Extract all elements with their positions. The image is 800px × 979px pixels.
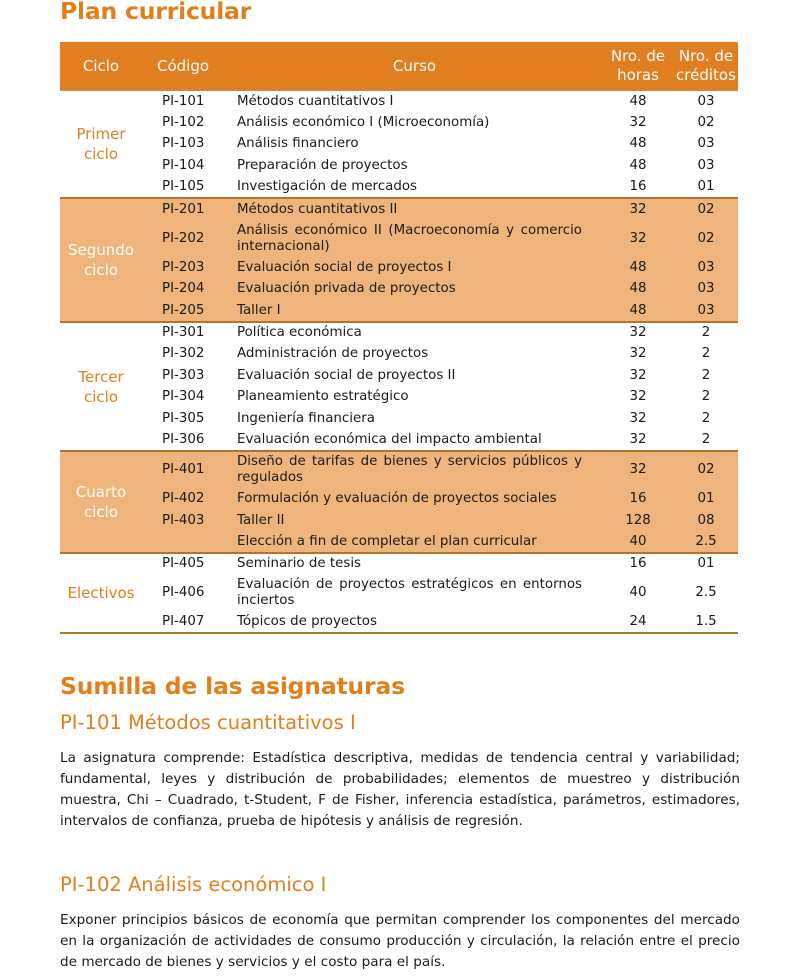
course-hours: 48 [629, 136, 647, 152]
course-credits: 02 [674, 198, 738, 220]
course-code: PI-402 [142, 488, 227, 510]
course-name: Evaluación social de proyectos II [237, 367, 456, 383]
course-credits: 08 [674, 510, 738, 532]
course-name: Tópicos de proyectos [227, 612, 602, 634]
course-credits: 03 [697, 136, 715, 152]
course-code: PI-304 [162, 389, 205, 405]
course-credits: 2 [701, 411, 711, 427]
course-hours: 48 [602, 257, 674, 279]
course-code [142, 532, 227, 554]
course-hours: 32 [602, 198, 674, 220]
header-ciclo: Ciclo [60, 42, 142, 91]
course-hours: 16 [602, 488, 674, 510]
course-name: Investigación de mercados [227, 177, 602, 199]
table-row [60, 451, 738, 488]
course-credits: 2 [701, 346, 711, 362]
sumilla-heading: Sumilla de las asignaturas [60, 672, 405, 700]
table-header-row [60, 42, 738, 91]
course-name: Métodos cuantitativos II [227, 198, 602, 220]
table-row [60, 155, 738, 177]
table-row [60, 177, 738, 199]
course-code: PI-301 [142, 322, 227, 344]
course-hours: 32 [629, 389, 647, 405]
course-name: Análisis económico I (Microeconomía) [237, 114, 490, 130]
course-code: PI-205 [142, 300, 227, 322]
course-credits: 03 [697, 158, 715, 174]
table-row [60, 510, 738, 532]
course-hours: 32 [629, 114, 647, 130]
course-hours: 40 [629, 585, 647, 601]
course-credits: 03 [674, 257, 738, 279]
table-row [60, 612, 738, 634]
course-hours: 16 [602, 177, 674, 199]
course-code: PI-204 [142, 279, 227, 301]
course-name: Elección a fin de completar el plan curricular [227, 532, 602, 554]
table-row [60, 112, 738, 134]
course-name: Análisis financiero [237, 136, 359, 152]
course-code: PI-302 [162, 346, 205, 362]
table-row [60, 488, 738, 510]
course-credits: 01 [674, 488, 738, 510]
table-row [60, 91, 738, 113]
course-name: Evaluación económica del impacto ambiental [227, 430, 602, 452]
course-credits: 03 [674, 91, 738, 113]
table-row [60, 257, 738, 279]
course-credits: 2 [701, 367, 711, 383]
course-hours: 40 [602, 532, 674, 554]
course-name: Formulación y evaluación de proyectos sociales [227, 488, 602, 510]
course-code: PI-303 [162, 367, 205, 383]
course-code: PI-104 [162, 158, 205, 174]
course-hours: 32 [629, 367, 647, 383]
table-row [60, 553, 738, 575]
table-row [60, 430, 738, 452]
course-code: PI-101 [142, 91, 227, 113]
course-name: Métodos cuantitativos I [227, 91, 602, 113]
sumilla-item-title: PI-101 Métodos cuantitativos I [60, 711, 356, 734]
course-credits: 2.5 [695, 585, 717, 601]
table-row [60, 220, 738, 257]
ciclo-label: Tercer ciclo [60, 322, 142, 452]
table-row [60, 365, 738, 387]
ciclo-label: Segundo ciclo [60, 198, 142, 321]
table-row [60, 575, 738, 612]
ciclo-label: Electivos [60, 553, 142, 633]
course-credits: 2 [674, 430, 738, 452]
course-code: PI-201 [142, 198, 227, 220]
table-row [60, 408, 738, 430]
course-name: Análisis económico II (Macroeconomía y comercio internacional) [227, 220, 602, 257]
course-name: Taller II [227, 510, 602, 532]
course-code: PI-306 [142, 430, 227, 452]
course-hours: 16 [602, 553, 674, 575]
course-code: PI-406 [162, 585, 205, 601]
course-code: PI-203 [142, 257, 227, 279]
ciclo-label: Cuarto ciclo [60, 451, 142, 553]
table-row [60, 343, 738, 365]
course-hours: 48 [602, 91, 674, 113]
course-code: PI-403 [142, 510, 227, 532]
table-row [60, 532, 738, 554]
course-hours: 48 [602, 300, 674, 322]
table-row [60, 134, 738, 156]
course-name: Diseño de tarifas de bienes y servicios públicos y regulados [227, 451, 602, 488]
course-credits: 01 [674, 553, 738, 575]
table-row [60, 279, 738, 301]
course-code: PI-202 [142, 220, 227, 257]
course-name: Evaluación social de proyectos I [227, 257, 602, 279]
ciclo-label: Primer ciclo [60, 91, 142, 199]
course-credits: 02 [674, 451, 738, 488]
course-hours: 32 [629, 411, 647, 427]
sumilla-item-title: PI-102 Análisis económico I [60, 873, 327, 896]
course-code: PI-102 [162, 114, 205, 130]
course-hours: 128 [602, 510, 674, 532]
course-name: Evaluación privada de proyectos [227, 279, 602, 301]
course-code: PI-407 [142, 612, 227, 634]
course-credits: 02 [697, 114, 715, 130]
course-hours: 32 [602, 220, 674, 257]
sumilla-item-body: La asignatura comprende: Estadística descriptiva, medidas de tendencia central y variabilidad; fundamental, leyes y distribución de probabilidades; elementos de muestreo y distribución muestra, Chi – Cuadrado, t-Student, F de Fisher, inferencia estadística, parámetros, estimadores, intervalos de confianza, prueba de hipótesis y análisis de regresión. [60, 750, 740, 829]
page-title: Plan curricular [60, 0, 252, 25]
course-code: PI-103 [162, 136, 205, 152]
course-hours: 32 [602, 322, 674, 344]
course-name: Taller I [227, 300, 602, 322]
curriculum-table [60, 42, 738, 634]
course-credits: 2 [674, 322, 738, 344]
course-hours: 24 [602, 612, 674, 634]
course-name: Seminario de tesis [227, 553, 602, 575]
course-code: PI-105 [142, 177, 227, 199]
course-credits: 2.5 [674, 532, 738, 554]
course-code: PI-405 [142, 553, 227, 575]
course-name: Preparación de proyectos [237, 158, 408, 174]
course-hours: 32 [602, 451, 674, 488]
course-hours: 32 [602, 430, 674, 452]
sumilla-item-body: Exponer principios básicos de economía que permitan comprender los componentes del mercado en la organización de actividades de consumo producción y circulación, la relación entre el precio de mercado de bienes y servicios y el costo para el país. [60, 912, 740, 970]
table-row [60, 198, 738, 220]
course-credits: 03 [674, 300, 738, 322]
course-name: Política económica [227, 322, 602, 344]
course-name: Ingeniería financiera [237, 411, 375, 427]
course-code: PI-401 [142, 451, 227, 488]
course-name: Planeamiento estratégico [237, 389, 409, 405]
header-curso: Curso [227, 42, 602, 91]
course-credits: 1.5 [674, 612, 738, 634]
course-name: Administración de proyectos [237, 346, 429, 362]
course-name: Evaluación de proyectos estratégicos en entornos inciertos [237, 577, 582, 609]
table-row [60, 300, 738, 322]
course-credits: 02 [674, 220, 738, 257]
course-code: PI-305 [162, 411, 205, 427]
header-codigo: Código [142, 42, 227, 91]
course-credits: 01 [674, 177, 738, 199]
course-hours: 48 [629, 158, 647, 174]
course-credits: 2 [701, 389, 711, 405]
course-credits: 03 [674, 279, 738, 301]
table-row [60, 387, 738, 409]
course-hours: 48 [602, 279, 674, 301]
header-creditos: Nro. de créditos [674, 42, 738, 91]
course-hours: 32 [629, 346, 647, 362]
header-horas: Nro. de horas [602, 42, 674, 91]
table-row [60, 322, 738, 344]
